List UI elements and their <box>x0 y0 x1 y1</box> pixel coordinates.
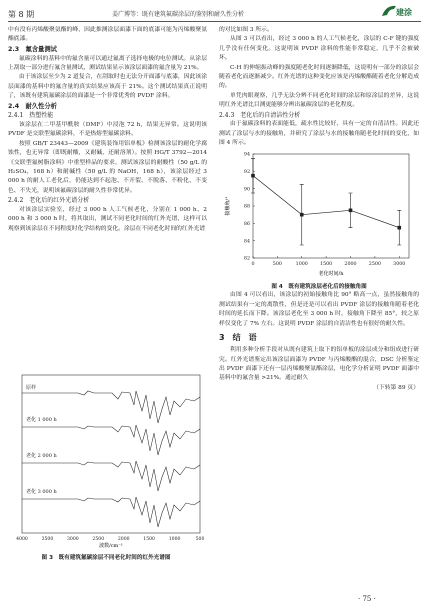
section-heading-2-3: 2.3 氟含量测试 <box>8 45 57 53</box>
svg-text:建涂: 建涂 <box>396 8 412 17</box>
left-column <box>8 26 207 234</box>
paragraph: 单凭肉眼观察，几乎无法分辨不同老化时间的涂层和原涂层的差异，这说明红外光谱比目测更能够分辨出氟碳涂层的老化程度。 <box>219 92 419 109</box>
fig3-x-tick-label: 2000 <box>117 537 130 542</box>
spectrum-3000h <box>22 497 200 527</box>
right-column <box>219 26 419 393</box>
x-tick-label: 2500 <box>368 262 381 268</box>
x-tick-label: 2000 <box>344 262 357 268</box>
fig3-x-tick-label: 3500 <box>41 537 54 542</box>
figure-3 <box>8 371 204 571</box>
running-title: 姜广博等：既有建筑氟碳涂层的鉴别和耐久性分析 <box>112 11 245 18</box>
journal-logo <box>380 3 422 19</box>
figure-4-caption: 图 4 既有建筑涂层老化后的接触角图 <box>271 283 367 290</box>
header-rule <box>8 21 421 22</box>
x-tick-label: 3000 <box>393 262 406 268</box>
ir-spectra-plot <box>8 371 204 549</box>
paragraph: C-H 的伸缩振动峰的强度随老化时间逐渐降低，这说明有一部分的涂层会随着老化而逐渐减少。红外光谱的这种变化应该是丙烯酸酯随着老化分解造成的。 <box>219 64 419 90</box>
data-point <box>349 209 353 213</box>
continued-note: （下转第 89 页） <box>373 384 419 391</box>
subsection-heading-2-4-1: 2.4.1 热塑性能 <box>8 112 54 120</box>
issue-number: 第 8 期 <box>8 10 35 19</box>
fig3-x-tick-label: 4000 <box>16 537 28 542</box>
data-point <box>397 226 401 230</box>
section-heading-2-4: 2.4 耐久性分析 <box>8 102 57 110</box>
figure-3-caption: 图 3 既有建筑氟碳涂层不同老化时间的红外光谱图 <box>41 555 171 561</box>
paragraph: 对该涂层实验室，经过 3 000 h 人工气候老化，分别在 1 000 h、2 000 h 和 3 000 h 时，将其取出，测试不同老化时间的红外光谱，这样可以观察到该涂层在不同程度时化学结构的变化。涂层在不同老化时间的红外光谱 <box>8 206 207 232</box>
paragraph: 的对比如图 3 所示。 <box>219 27 273 33</box>
fig3-x-tick-label: 1500 <box>143 537 155 542</box>
data-point <box>300 213 304 217</box>
y-axis-label: 接触角/° <box>225 196 231 217</box>
paragraph: 中有没有丙烯酸聚氨酯的峰，因此推测涂层面漆下面的底漆可能为丙烯酸聚氨酯底漆。 <box>8 27 207 43</box>
x-tick-label: 500 <box>272 262 282 268</box>
paragraph: 由于氟碳涂料的表面能低，疏水性比较好，具有一定的自清洁性。因此还测试了涂层与水的接触角，并研究了涂层与水的接触角随老化时间的变化，如图 4 所示。 <box>219 121 419 147</box>
y-tick-label: 90 <box>243 187 250 193</box>
paragraph: 由于该涂层至少为 2 道复合，在刮取时也无法分开面漆与底漆，因此该涂层面漆的基料中的氟含量的真实结果应该高于 21%。这个测试结果真正说明了，该既有建筑氟碳涂层的面漆是一个非常优秀的 PVDF 涂料。 <box>8 74 207 100</box>
paragraph: 按照 GB/T 23443—2009《建筑装饰用铝单板》检测该涂层的耐化学腐蚀性，也无异常（即既耐酸，又耐碱，还耐溶剂）。按照 HG/T 3792—2014《交联型氟树脂涂料》中重型样品的要求，测试该涂层的耐酸性（50 g/L 的 H₂SO₄，168 h）和耐碱性（50 g/L 的 NaOH，168 h），该涂层经过 3 000 h 的耐人工老化后，仍能达到不起泡、不开裂、不脱落、不粉化、不变色、不失光，说明该氟碳涂层的耐久性非常优异。 <box>8 140 207 194</box>
contact-angle-chart <box>219 150 419 278</box>
paragraph: 该涂层在二甲基甲酰胺（DMF）中浸泡 72 h，结果无异常。这说明该 PVDF 是交联型氟碳涂料，不是热熔型氟碳涂料。 <box>8 122 207 138</box>
legend-original: 原样 <box>26 385 37 391</box>
subsection-heading-2-4-2: 2.4.2 老化后的红外光谱分析 <box>8 197 90 205</box>
spectrum-1000h <box>22 425 200 455</box>
y-tick-label: 82 <box>243 257 250 263</box>
x-tick-label: 1000 <box>295 262 308 268</box>
y-tick-label: 92 <box>243 170 250 176</box>
fig3-x-axis-label: 波数/cm⁻¹ <box>99 543 123 549</box>
y-tick-label: 84 <box>243 239 250 245</box>
y-tick-label: 86 <box>243 222 250 228</box>
fig3-x-tick-label: 1000 <box>168 537 181 542</box>
y-tick-label: 88 <box>243 205 250 211</box>
x-axis-label: 老化时间/h <box>318 271 344 278</box>
paragraph: 氟碳涂料的基料中的氟含量可以通过氟离子选择电极的电位测试。从涂层上刮取一部分进行氟含量测试，测试结果显示该涂层面漆的氟含量为 21%。 <box>8 55 207 72</box>
fig3-x-tick-label: 3000 <box>67 537 79 542</box>
page-number: · 75 · <box>358 595 376 603</box>
paragraph: 从图 3 可以看出，经过 3 000 h 的人工气候老化，涂层的 C-F 键的强度几乎没有任何变化。这说明该 PVDF 涂料的性能非常稳定，几乎不会被破坏。 <box>219 36 419 62</box>
legend-2000h: 老化 2 000 h <box>26 453 57 459</box>
fig3-x-tick-label: 2500 <box>92 537 105 542</box>
spectrum-2000h <box>22 461 200 491</box>
x-tick-label: 1500 <box>320 262 333 268</box>
paragraph: 由图 4 可以看出，该涂层的初始接触角比 90° 略高一点，虽然接触角的测试结果有一定的离散性，但是还是可以看出 PVDF 涂层的接触角随着老化时间的延长而下降。该涂层老化至 3 000 h 时，接触角下降至 85°，较之原样仅变化了 7% 左右。这说明 PVDF 涂层的自清洁性也有很好的耐久性。 <box>219 292 419 327</box>
contact-angle-line <box>253 176 399 228</box>
paragraph: 利用多种分析手段对从既有建筑上取下的铝单板的涂层成分和组成进行研究。红外光谱鉴定出该涂层面漆为 PVDF 与丙烯酸酯的混合，DSC 分析鉴定出 PVDF 面漆下还有一层丙烯酸聚氨酯涂层，电化学分析证明 PVDF 面漆中基料中的氟含量 >21%。通过耐久 <box>219 347 419 382</box>
section-heading-3: 3 结 语 <box>219 333 257 343</box>
subsection-heading-2-4-3: 2.4.3 老化后的自清洁性分析 <box>219 111 301 119</box>
x-tick-label: 0 <box>251 262 255 268</box>
legend-1000h: 老化 1 000 h <box>26 417 57 423</box>
figure-4 <box>219 150 419 290</box>
data-point <box>251 174 255 178</box>
legend-3000h: 老化 3 000 h <box>26 489 57 495</box>
y-tick-label: 94 <box>243 153 250 159</box>
fig3-x-tick-label: 500 <box>195 537 204 542</box>
